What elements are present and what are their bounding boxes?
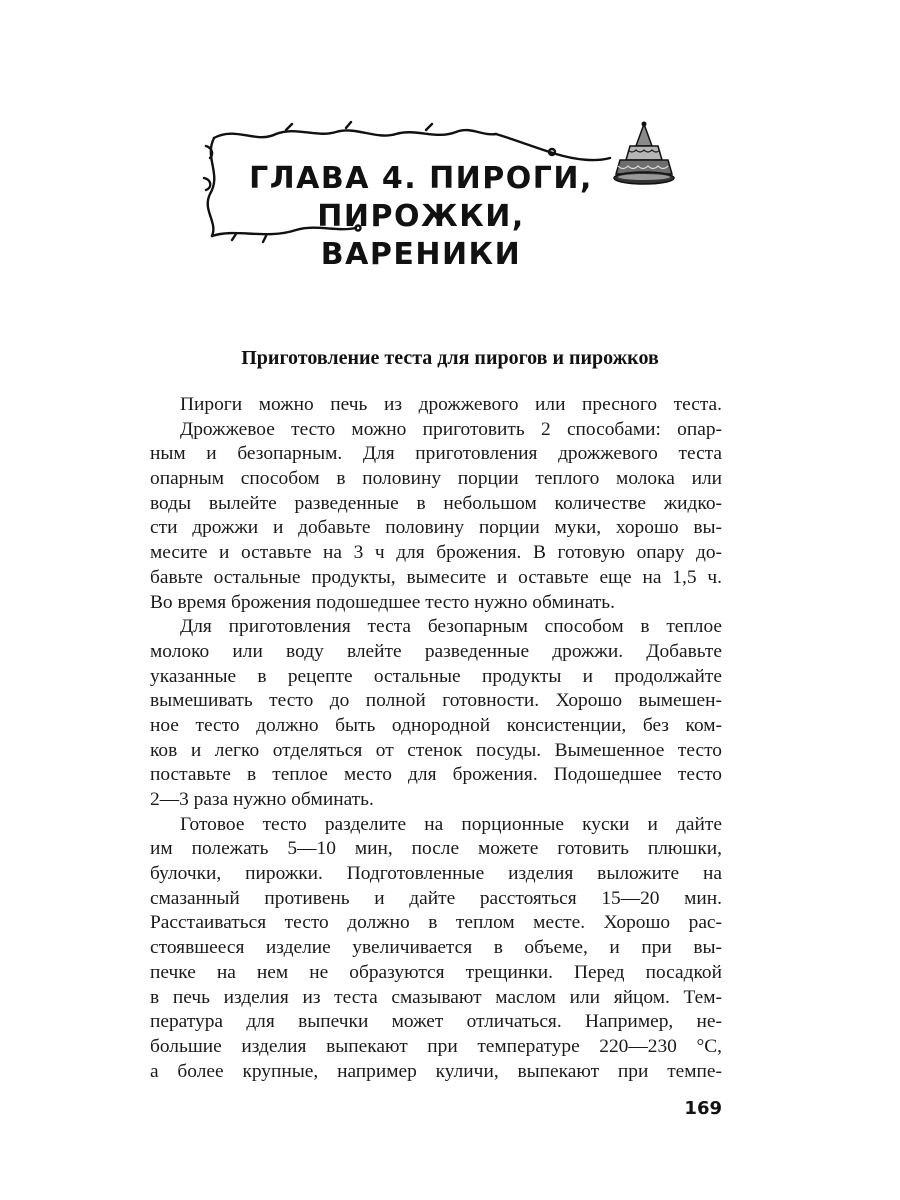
text-line: сти дрожжи и добавьте половину порции муки, хорошо вы- [150,517,722,539]
text-line: в печь изделия из теста смазывают маслом или яйцом. Тем- [150,986,722,1008]
page-number: 169 [684,1098,722,1119]
cake-icon [612,120,676,188]
text-line: ков и легко отделяться от стенок посуды. Вымешенное тесто [150,739,722,761]
text-line: пература для выпечки может отличаться. Например, не- [150,1011,722,1033]
text-line: печке на нем не образуются трещинки. Перед посадкой [150,961,722,983]
text-line: смазанный противень и дайте расстояться 15—20 мин. [150,887,722,909]
text-line: поставьте в теплое место для брожения. Подошедшее тесто [150,764,722,786]
paragraph-3 [150,813,722,1085]
text-line: Готовое тесто разделите на порционные куски и дайте [180,813,722,835]
chapter-heading-frame [196,118,616,272]
text-line: а более крупные, например куличи, выпекают при темпе- [150,1060,722,1082]
text-line: воды вылейте разведенные в небольшом количестве жидко- [150,492,722,514]
text-line: 2—3 раза нужно обминать. [150,789,374,810]
section-heading: Приготовление теста для пирогов и пирожков [241,347,659,369]
text-line: молоко или воду влейте разведенные дрожжи. Добавьте [150,640,722,662]
text-line: большие изделия выпекают при температуре 220—230 °С, [150,1035,722,1057]
paragraph-2 [150,615,722,813]
text-line: Расстаиваться тесто должно в теплом месте. Хорошо рас- [150,912,722,934]
chapter-title-line-2: ПИРОЖКИ, ВАРЕНИКИ [317,199,525,272]
body-text [150,393,722,1084]
text-line: вымешивать тесто до полной готовности. Хорошо вымешен- [150,690,722,712]
chapter-title-line-1: ГЛАВА 4. ПИРОГИ, [249,161,593,196]
text-line: стоявшееся изделие увеличивается в объеме, и при вы- [150,937,722,959]
paragraph-1 [150,393,722,615]
text-line: Для приготовления теста безопарным способом в теплое [180,616,722,638]
text-line: указанные в рецепте остальные продукты и продолжайте [150,665,722,687]
text-line: булочки, пирожки. Подготовленные изделия выложите на [150,863,722,885]
text-line: бавьте остальные продукты, вымесите и оставьте еще на 1,5 ч. [150,566,722,588]
text-line: опарным способом в половину порции теплого молока или [150,468,722,490]
text-line: Во время брожения подошедшее тесто нужно обминать. [150,591,615,613]
text-line: им полежать 5—10 мин, после можете готовить плюшки, [150,838,722,860]
text-line: Дрожжевое тесто можно приготовить 2 способами: опар- [180,418,722,440]
text-line: Пироги можно печь из дрожжевого или пресного теста. [180,394,722,415]
text-line: месите и оставьте на 3 ч для брожения. В готовую опару до- [150,542,722,564]
chapter-title [236,160,606,274]
text-line: ное тесто должно быть однородной консистенции, без ком- [150,714,722,736]
text-line: ным и безопарным. Для приготовления дрожжевого теста [150,443,722,465]
